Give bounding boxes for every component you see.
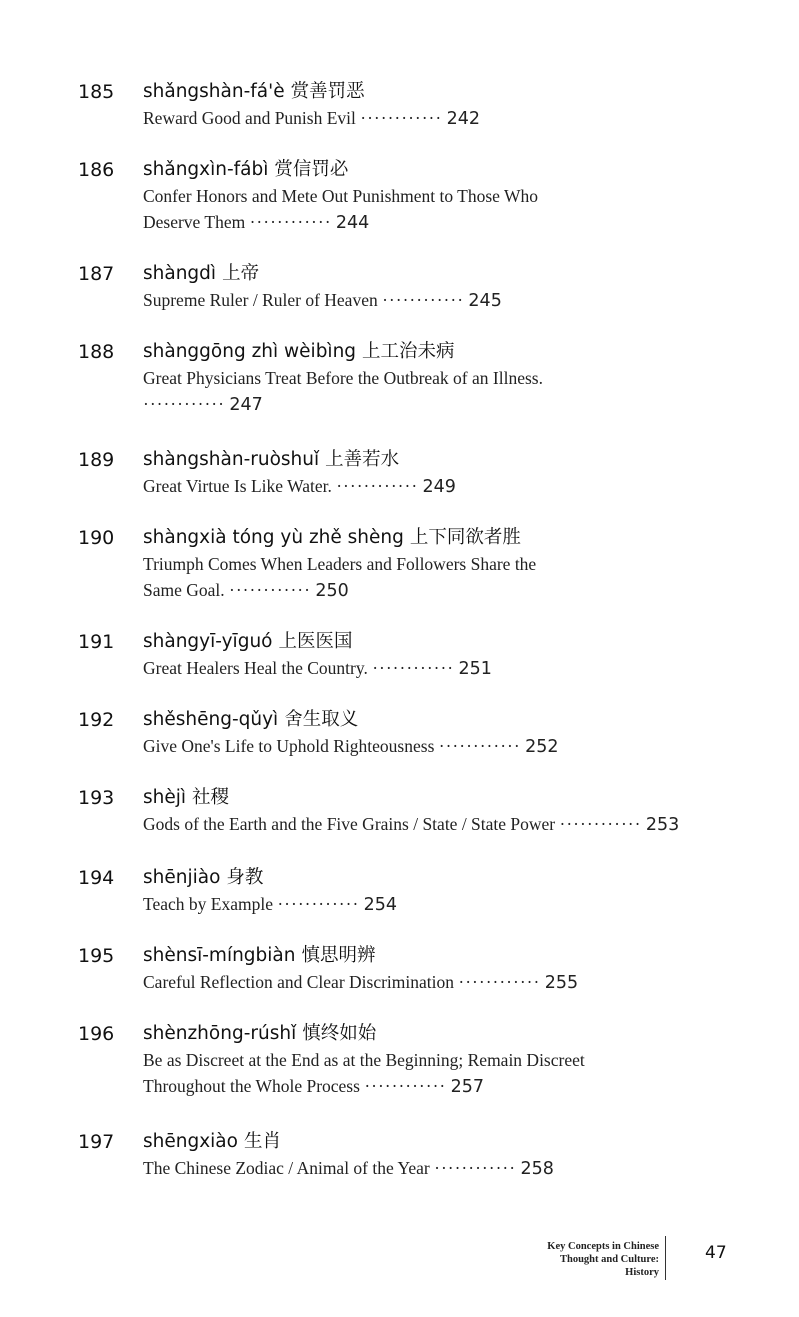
entry-term [143,339,723,365]
entry-number: 192 [78,709,115,731]
footer-title-line-1: Key Concepts in Chinese [547,1241,659,1252]
translation-text: Great Healers Heal the Country. [143,658,368,678]
entry-page-ref[interactable]: 249 [422,477,456,497]
entry-page-ref[interactable]: 257 [450,1077,485,1097]
entry-hanzi: 上下同欲者胜 [409,527,521,548]
entry-term [143,943,723,969]
running-footer-title [547,1240,659,1279]
translation-text: Gods of the Earth and the Five Grains / State / State Power [143,814,556,834]
entry-pinyin: shèjì [143,787,187,808]
entry-page-ref[interactable]: 253 [645,815,680,835]
translation-line [143,551,723,577]
dot-leader: ············ [249,212,332,232]
entry-body [143,79,723,132]
entry-page-ref[interactable]: 250 [315,581,349,601]
entry-page-ref[interactable]: 251 [458,659,492,679]
entry-pinyin: shènsī-míngbiàn [143,945,296,966]
entry-term [143,1021,723,1047]
entry-body [143,707,723,760]
entry-pinyin: shàngxià tóng yù zhě shèng [143,527,404,548]
entry-page-ref[interactable]: 247 [229,395,263,415]
entry-number: 193 [78,787,115,809]
dot-leader: ············ [382,290,465,310]
entry-pinyin: shànggōng zhì wèibìng [143,341,357,362]
translation-line [143,391,723,418]
entry-body [143,1021,723,1100]
entry-number: 191 [78,631,115,653]
entry-pinyin: shěshēng-qǔyì [143,709,279,730]
entry-number: 197 [78,1131,115,1153]
entry-translation [143,891,723,918]
entry-number: 195 [78,945,115,967]
translation-text: Throughout the Whole Process [143,1076,360,1096]
entry-pinyin: shàngyī-yīguó [143,631,273,652]
entry-term [143,447,723,473]
entry-hanzi: 上医医国 [278,631,353,652]
entry-body [143,785,723,838]
entry-translation [143,811,723,838]
translation-text: Same Goal. [143,580,225,600]
dot-leader: ············ [364,1076,447,1096]
dot-leader: ············ [143,394,225,414]
entry-hanzi: 慎终如始 [302,1023,377,1044]
translation-text: Supreme Ruler / Ruler of Heaven [143,290,378,310]
entry-body [143,943,723,996]
dot-leader: ············ [559,814,642,834]
translation-line [143,1047,723,1073]
entry-term [143,707,723,733]
translation-line [143,1155,723,1182]
entry-hanzi: 上善若水 [325,449,400,470]
entry-hanzi: 上帝 [222,263,260,284]
footer-title-line-3: History [625,1267,659,1278]
translation-text: Reward Good and Punish Evil [143,108,356,128]
translation-text: Great Physicians Treat Before the Outbreak of an Illness. [143,368,543,388]
dot-leader: ············ [458,972,541,992]
translation-line [143,733,723,760]
footer-divider [665,1236,666,1280]
entry-body [143,865,723,918]
dot-leader: ············ [372,658,455,678]
entry-pinyin: shàngdì [143,263,217,284]
entry-page-ref[interactable]: 254 [363,895,398,915]
entry-body [143,1129,723,1182]
entry-translation [143,1155,723,1182]
entry-hanzi: 身教 [226,867,264,888]
entry-body [143,525,723,604]
translation-line [143,473,723,500]
entry-number: 188 [78,341,115,363]
translation-text: Give One's Life to Uphold Righteousness [143,736,435,756]
entry-page-ref[interactable]: 258 [520,1159,554,1179]
dot-leader: ············ [229,580,311,600]
entry-term [143,261,723,287]
entry-translation [143,733,723,760]
entry-body [143,447,723,500]
entry-translation [143,183,723,236]
entry-pinyin: shēngxiào [143,1131,238,1152]
translation-line [143,969,723,996]
entry-number: 187 [78,263,115,285]
entry-pinyin: shēnjiào [143,867,221,888]
entry-pinyin: shènzhōng-rúshǐ [143,1023,297,1044]
entry-hanzi: 慎思明辨 [301,945,376,966]
page-number: 47 [705,1243,727,1263]
entry-page-ref[interactable]: 255 [544,973,579,993]
translation-text: Deserve Them [143,212,246,232]
entry-term [143,79,723,105]
entry-page-ref[interactable]: 245 [468,291,502,311]
entry-hanzi: 舍生取义 [284,709,359,730]
entry-hanzi: 社稷 [192,787,230,808]
entry-hanzi: 生肖 [243,1131,281,1152]
entry-number: 186 [78,159,115,181]
entry-body [143,261,723,314]
entry-number: 189 [78,449,115,471]
translation-line [143,287,723,314]
dot-leader: ············ [360,108,443,128]
entry-term [143,785,723,811]
entry-term [143,157,723,183]
dot-leader: ············ [277,894,360,914]
entry-pinyin: shǎngshàn-fá'è [143,81,285,102]
entry-translation [143,969,723,996]
entry-translation [143,105,723,132]
entry-hanzi: 赏善罚恶 [290,81,365,102]
entry-number: 194 [78,867,115,889]
translation-line [143,811,723,838]
translation-line [143,1073,723,1100]
translation-line [143,105,723,132]
entry-term [143,1129,723,1155]
entry-hanzi: 上工治未病 [362,341,455,362]
entry-translation [143,1047,723,1100]
entry-translation [143,655,723,682]
entry-translation [143,287,723,314]
entry-number: 196 [78,1023,115,1045]
translation-line [143,655,723,682]
entry-number: 185 [78,81,115,103]
translation-text: Great Virtue Is Like Water. [143,476,332,496]
entry-page-ref[interactable]: 252 [525,737,559,757]
translation-text: Triumph Comes When Leaders and Followers Share the [143,554,537,574]
translation-line [143,183,723,209]
entry-pinyin: shǎngxìn-fábì [143,159,269,180]
entry-translation [143,365,723,418]
footer-title-line-2: Thought and Culture: [559,1254,659,1265]
entry-body [143,339,723,418]
translation-line [143,577,723,604]
translation-text: Teach by Example [143,894,273,914]
entry-hanzi: 赏信罚必 [274,159,349,180]
entry-translation [143,473,723,500]
translation-text: Careful Reflection and Clear Discrimination [143,972,455,992]
dot-leader: ············ [434,1158,517,1178]
dot-leader: ············ [438,736,521,756]
dot-leader: ············ [336,476,419,496]
entry-body [143,629,723,682]
entry-translation [143,551,723,604]
entry-page-ref[interactable]: 244 [335,213,370,233]
entry-term [143,525,723,551]
entry-term [143,629,723,655]
translation-line [143,209,723,236]
translation-text: Be as Discreet at the End as at the Beginning; Remain Discreet [143,1050,585,1070]
entry-term [143,865,723,891]
entry-body [143,157,723,236]
translation-line [143,365,723,391]
entry-page-ref[interactable]: 242 [446,109,480,129]
translation-text: The Chinese Zodiac / Animal of the Year [143,1158,430,1178]
entry-pinyin: shàngshàn-ruòshuǐ [143,449,320,470]
translation-text: Confer Honors and Mete Out Punishment to Those Who [143,186,539,206]
translation-line [143,891,723,918]
entry-number: 190 [78,527,115,549]
